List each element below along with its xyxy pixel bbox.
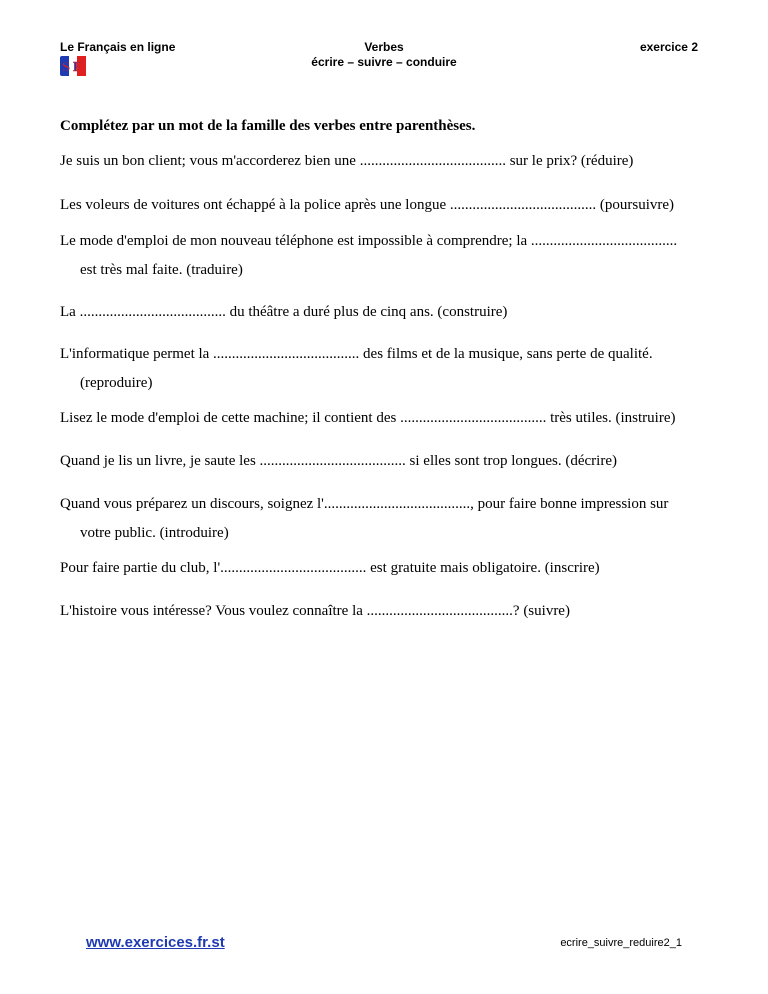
exercise-item — [60, 298, 710, 327]
exercise-text: L'informatique permet la ....................................... des films et de la musique, sans perte de qualité. — [60, 346, 653, 362]
exercise-text: Lisez le mode d'emploi de cette machine; il contient des ....................................... très utiles. (instruire) — [60, 410, 676, 426]
exercise-text: Je suis un bon client; vous m'accorderez bien une ....................................... sur le prix? (réduire) — [60, 153, 634, 169]
website-link[interactable]: www.exercices.fr.st — [86, 934, 225, 951]
exercise-text: Pour faire partie du club, l'....................................... est gratuite mais obligatoire. (inscrire) — [60, 560, 600, 576]
title-line-1: Verbes — [364, 40, 404, 54]
exercise-text-continued: votre public. (introduire) — [80, 525, 229, 541]
exercise-item — [60, 340, 710, 398]
exercise-item — [60, 447, 710, 476]
exercise-item — [60, 147, 710, 176]
exercise-item — [60, 227, 710, 285]
instruction: Complétez par un mot de la famille des verbes entre parenthèses. — [60, 118, 476, 134]
exercise-text: Quand je lis un livre, je saute les ....................................... si elles sont trop longues. (décrire) — [60, 453, 617, 469]
exercise-text: La ....................................... du théâtre a duré plus de cinq ans. (construire) — [60, 304, 508, 320]
exercise-text: L'histoire vous intéresse? Vous voulez connaître la .......................................? (suivre) — [60, 603, 570, 619]
site-title: Le Français en ligne — [60, 40, 176, 54]
file-name: ecrire_suivre_reduire2_1 — [560, 937, 682, 949]
exercise-item — [60, 191, 710, 220]
title-line-2: écrire – suivre – conduire — [311, 55, 457, 69]
exercise-text: Le mode d'emploi de mon nouveau téléphone est impossible à comprendre; la ....................................... — [60, 233, 678, 249]
svg-text:F: F — [73, 60, 82, 75]
exercise-item — [60, 597, 710, 626]
exercise-item — [60, 554, 710, 583]
fr-st-logo-icon — [60, 56, 86, 76]
exercise-text: Les voleurs de voitures ont échappé à la police après une longue ....................................... (poursuivre) — [60, 197, 675, 213]
svg-text:S: S — [62, 60, 70, 75]
exercise-text: Quand vous préparez un discours, soignez l'......................................., pour faire bonne impression sur — [60, 496, 669, 512]
exercise-item — [60, 490, 710, 548]
exercise-item — [60, 404, 710, 433]
exercise-text-continued: (reproduire) — [80, 375, 153, 391]
exercise-text-continued: est très mal faite. (traduire) — [80, 262, 243, 278]
exercise-number: exercice 2 — [639, 40, 698, 54]
